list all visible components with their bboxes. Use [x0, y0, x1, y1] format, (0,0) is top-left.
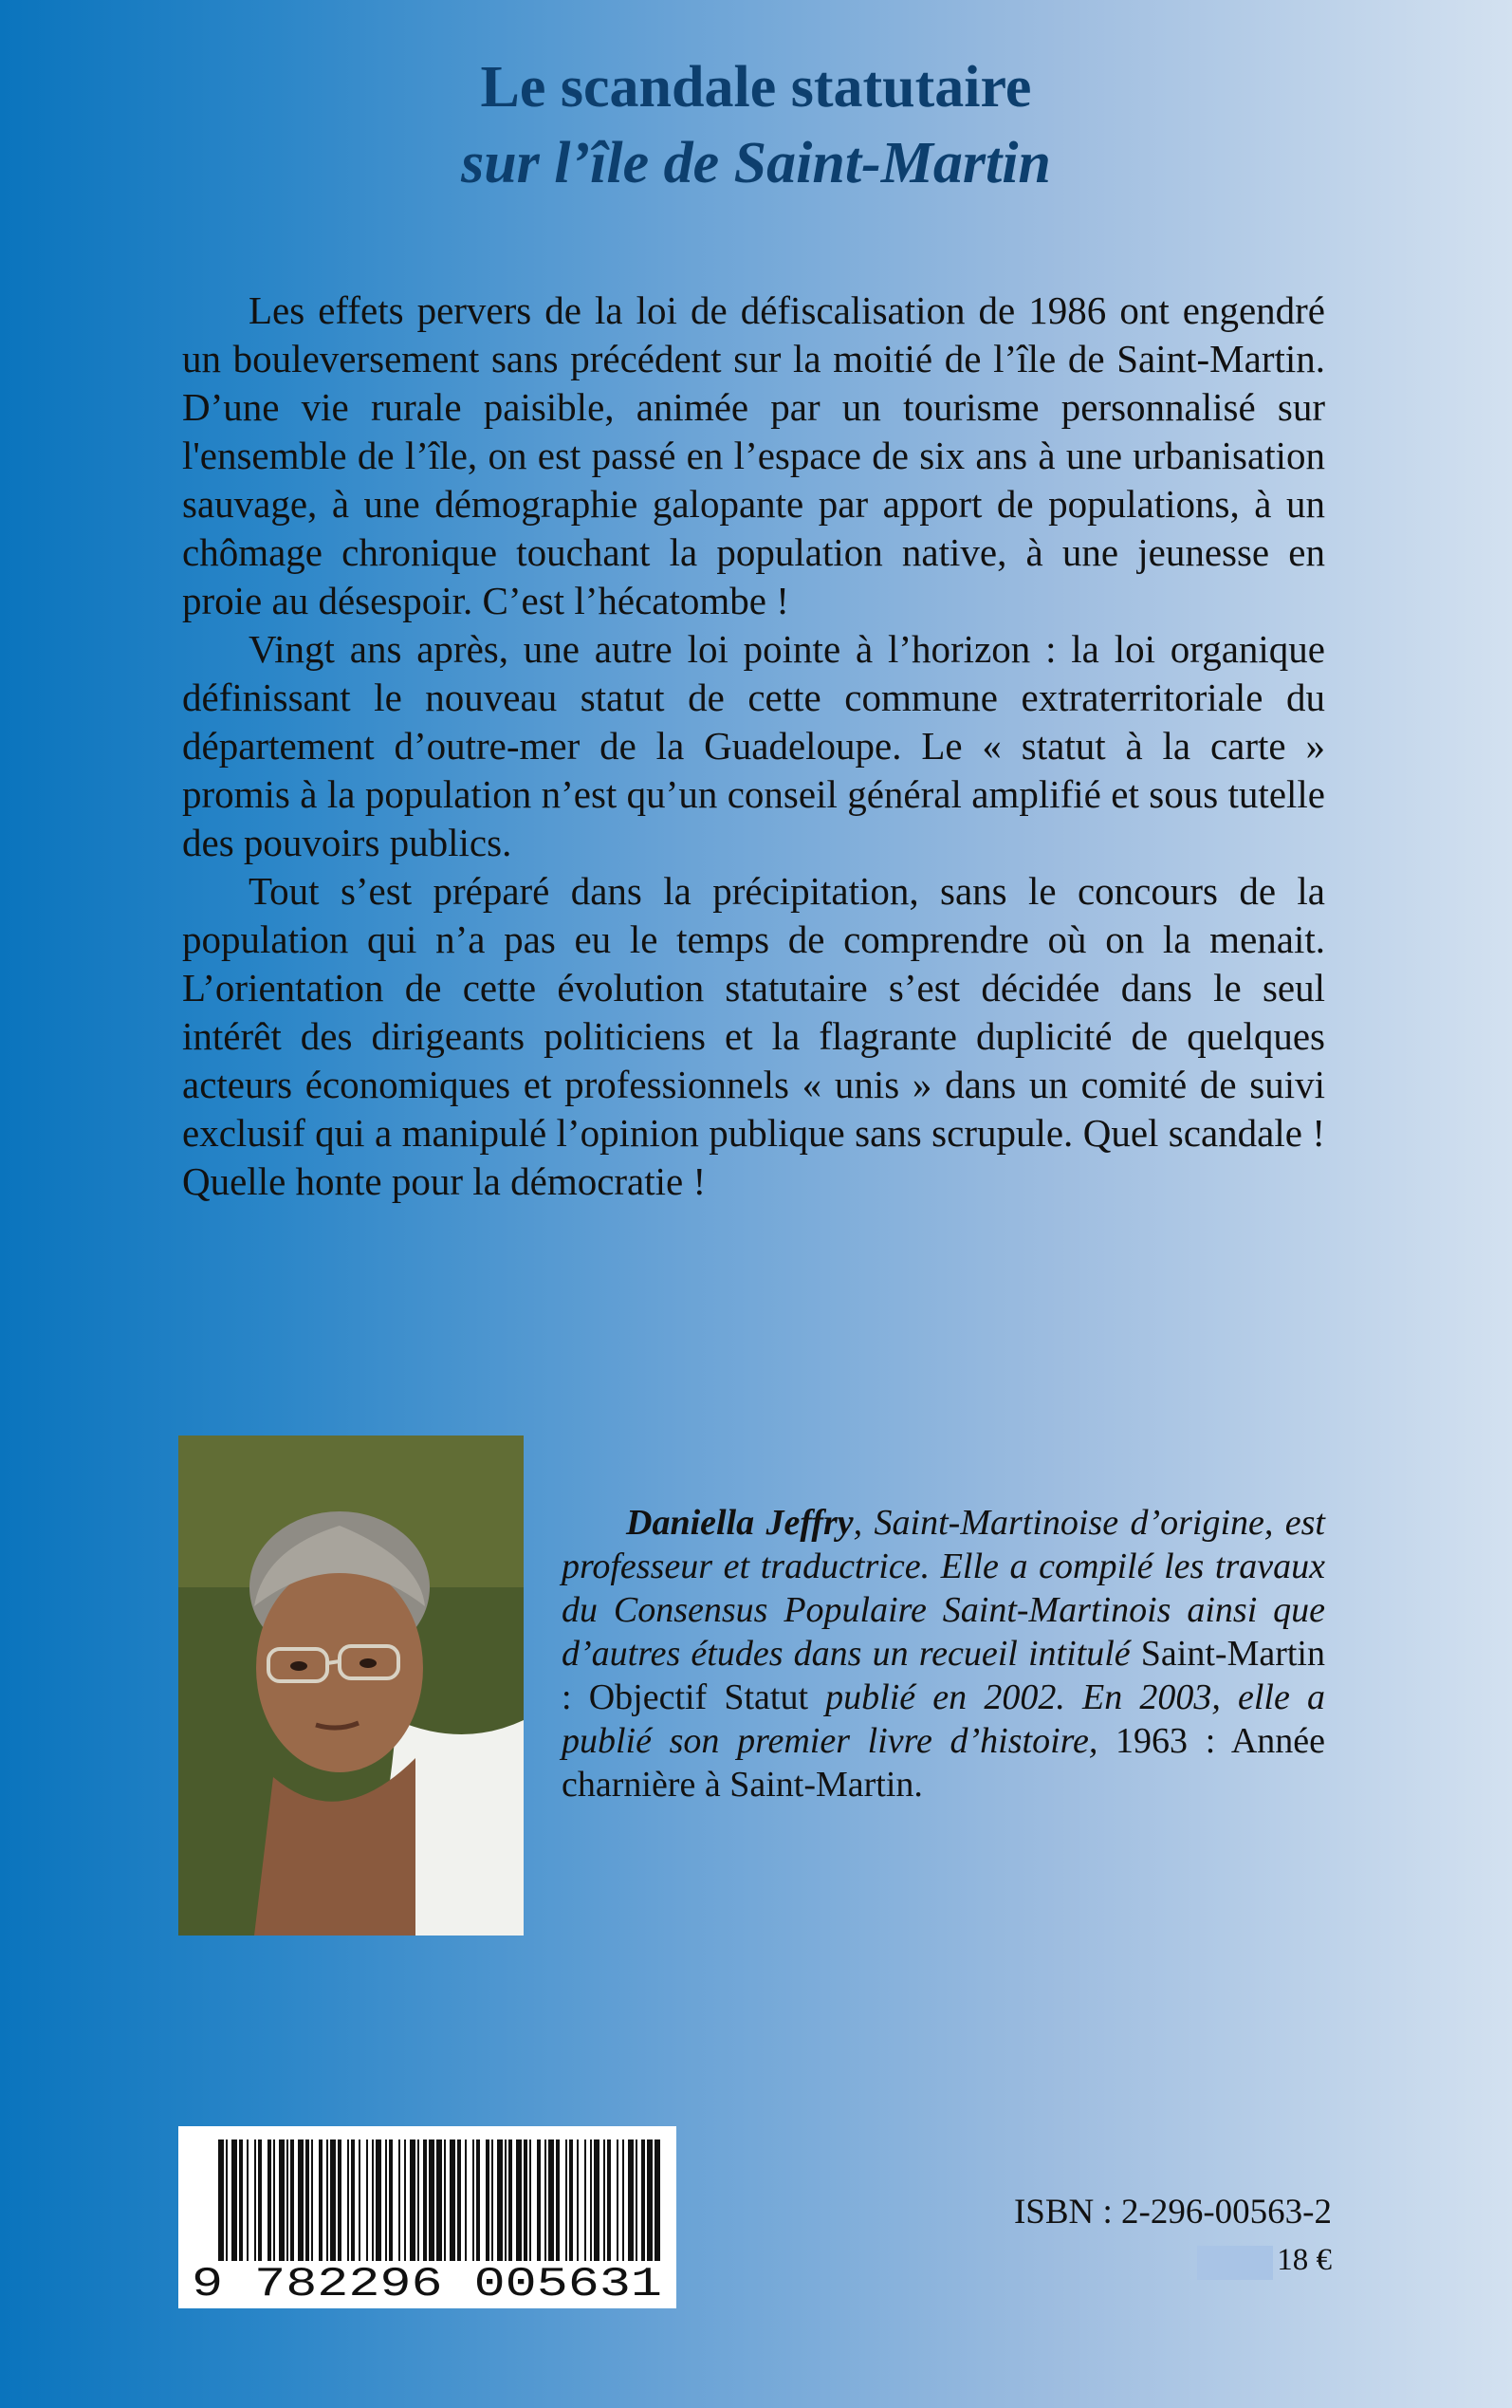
- barcode-bar: [273, 2139, 275, 2261]
- barcode-bar: [556, 2139, 560, 2261]
- barcode-bar: [423, 2139, 427, 2261]
- barcode-bar: [429, 2139, 434, 2261]
- barcode-bar: [508, 2139, 512, 2261]
- barcode-bar: [548, 2139, 554, 2261]
- barcode-bar: [450, 2139, 455, 2261]
- barcode-bar: [226, 2139, 228, 2261]
- barcode-bar: [330, 2139, 336, 2261]
- barcode-bar: [239, 2139, 243, 2261]
- author-portrait-illustration: [178, 1436, 524, 1936]
- barcode-bar: [267, 2139, 271, 2261]
- barcode-bar: [636, 2139, 637, 2261]
- barcode-bar: [247, 2139, 249, 2261]
- price: 18 €: [1277, 2243, 1332, 2277]
- barcode-bar: [584, 2139, 586, 2261]
- barcode-bar: [465, 2139, 467, 2261]
- barcode-graphic: [178, 2126, 676, 2308]
- barcode-bar: [338, 2139, 341, 2261]
- blurb-paragraph-3: Tout s’est préparé dans la précipitation, sans le concours de la population qui n’a pas eu le temps de comprendre où on la menait. L’orientation de cette évolution statutaire s’est décidée dans le seul intérêt des dirigeants politiciens et la flagrante duplicité de quelques acteurs économiques et professionnels « unis » dans un comité de suivi exclusif qui a manipulé l’opinion publique sans scrupule. Quel scandale ! Quelle honte pour la démocratie !: [182, 869, 1325, 1203]
- barcode-bar: [398, 2139, 400, 2261]
- barcode-bar: [311, 2139, 313, 2261]
- barcode-bar: [486, 2139, 489, 2261]
- barcode-bar: [457, 2139, 461, 2261]
- barcode-bar: [516, 2139, 522, 2261]
- barcode-bar: [491, 2139, 493, 2261]
- barcode-bar: [497, 2139, 503, 2261]
- barcode-bar: [254, 2139, 256, 2261]
- barcode-bar: [537, 2139, 541, 2261]
- barcode-bar: [389, 2139, 393, 2261]
- barcode-bar: [655, 2139, 660, 2261]
- title-line-1: Le scandale statutaire: [480, 55, 1032, 120]
- author-bio: [562, 1501, 1325, 1806]
- barcode-bar: [359, 2139, 360, 2261]
- book-title: [0, 49, 1512, 201]
- author-name: Daniella Jeffry: [626, 1503, 854, 1543]
- barcode-bar: [326, 2139, 328, 2261]
- book-title-2: 1963 : Année charnière à Saint-Martin.: [562, 1721, 1325, 1805]
- barcode-bar: [436, 2139, 442, 2261]
- barcode-bar: [444, 2139, 446, 2261]
- barcode-bar: [279, 2139, 285, 2261]
- barcode-bar: [231, 2139, 237, 2261]
- barcode-bar: [258, 2139, 262, 2261]
- barcode-bar: [376, 2139, 381, 2261]
- barcode-bar: [565, 2139, 567, 2261]
- barcode-digits: 9 782296 005631: [192, 2261, 662, 2308]
- barcode: [178, 2126, 676, 2308]
- barcode-bar: [617, 2139, 618, 2261]
- barcode-bar: [218, 2139, 224, 2261]
- barcode-bar: [641, 2139, 645, 2261]
- barcode-bar: [569, 2139, 573, 2261]
- barcode-bar: [577, 2139, 579, 2261]
- barcode-bar: [647, 2139, 653, 2261]
- author-bio-paragraph: [562, 1501, 1325, 1806]
- barcode-bar: [286, 2139, 288, 2261]
- barcode-bar: [385, 2139, 387, 2261]
- barcode-bar: [298, 2139, 304, 2261]
- barcode-bar: [628, 2139, 634, 2261]
- price-sticker-area: [1197, 2246, 1273, 2280]
- barcode-bar: [347, 2139, 349, 2261]
- author-bio-text-a: , Saint-Martinoise d’origine, est professeur et traductrice. Elle a compilé les travaux du Consensus Populaire Saint-Martinois ainsi que d’autres études dans un recueil intitulé: [562, 1503, 1325, 1674]
- barcode-bar: [529, 2139, 531, 2261]
- blurb: [182, 287, 1325, 1206]
- barcode-bar: [305, 2139, 309, 2261]
- barcode-bar: [505, 2139, 507, 2261]
- barcode-bar: [544, 2139, 546, 2261]
- barcode-bar: [351, 2139, 355, 2261]
- title-line-2: sur l’île de Saint-Martin: [461, 131, 1051, 195]
- barcode-bar: [417, 2139, 419, 2261]
- barcode-bar: [366, 2139, 368, 2261]
- barcode-bar: [594, 2139, 599, 2261]
- barcode-bar: [372, 2139, 374, 2261]
- author-photo: [178, 1436, 524, 1936]
- author-bio-text-b: publié en 2002. En 2003, elle a publié son premier livre d’histoire,: [562, 1677, 1325, 1761]
- blurb-paragraph-2: Vingt ans après, une autre loi pointe à l’horizon : la loi organique définissant le nouveau statut de cette commune extraterritoriale du département d’outre-mer de la Guadeloupe. Le « statut à la carte » promis à la population n’est qu’un conseil général amplifié et sous tutelle des pouvoirs publics.: [182, 627, 1325, 864]
- barcode-bar: [290, 2139, 294, 2261]
- barcode-bar: [476, 2139, 480, 2261]
- barcode-bar: [622, 2139, 624, 2261]
- barcode-bar: [472, 2139, 474, 2261]
- blurb-paragraph-1: Les effets pervers de la loi de défiscalisation de 1986 ont engendré un bouleversement sans précédent sur la moitié de l’île de Saint-Martin. D’une vie rurale paisible, animée par un tourisme personnalisé sur l'ensemble de l’île, on est passé en l’espace de six ans à une urbanisation sauvage, à une démographie galopante par apport de populations, à un chômage chronique touchant la population native, à une jeunesse en proie au désespoir. C’est l’hécatombe !: [182, 288, 1325, 622]
- barcode-bar: [603, 2139, 605, 2261]
- barcode-bar: [607, 2139, 611, 2261]
- barcode-bar: [590, 2139, 592, 2261]
- barcode-bar: [319, 2139, 323, 2261]
- isbn: ISBN : 2-296-00563-2: [1013, 2193, 1332, 2232]
- book-title-1: Saint-Martin : Objectif Statut: [562, 1634, 1325, 1717]
- barcode-bar: [410, 2139, 415, 2261]
- barcode-bar: [404, 2139, 406, 2261]
- barcode-bar: [524, 2139, 527, 2261]
